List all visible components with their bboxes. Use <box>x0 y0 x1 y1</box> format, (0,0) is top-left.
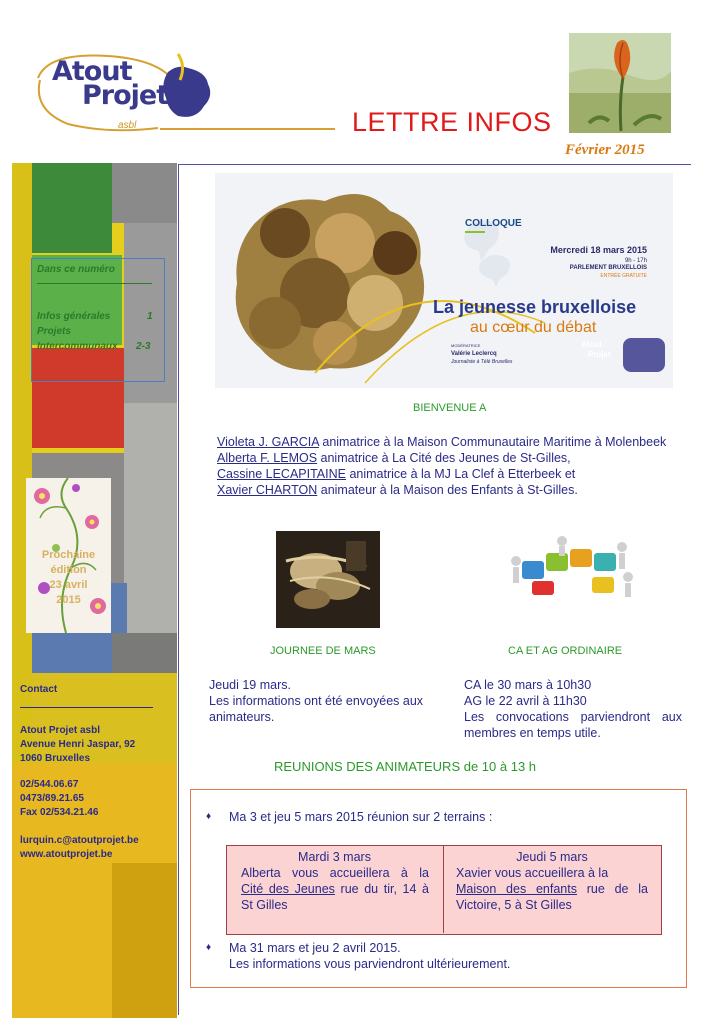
journee-line: animateurs. <box>209 710 275 724</box>
toc-item-label[interactable]: Projets <box>37 326 71 337</box>
banner-place: PARLEMENT BRUXELLOIS <box>569 265 647 271</box>
person-name: Xavier CHARTON <box>217 483 318 497</box>
reunions-heading <box>274 759 536 774</box>
banner-subtitle: au cœur du débat <box>470 319 597 336</box>
reunion-right-line3: Victoire, 5 à St Gilles <box>456 898 572 912</box>
reunion-left-line1: Alberta vous accueillera à la <box>241 866 429 880</box>
contact-org: Atout Projet asbl <box>20 725 101 736</box>
person-role: animatrice à la Maison Communautaire Maritime à Molenbeek <box>318 435 667 449</box>
header-divider <box>178 164 691 165</box>
banner-moderator-role: Journaliste à Télé Bruxelles <box>451 359 513 365</box>
diamond-bullet-icon: ♦ <box>206 942 212 953</box>
contact-mobile: 0473/89.21.65 <box>20 793 84 804</box>
newsletter-title: LETTRE INFOS <box>352 107 552 137</box>
reunion-bullet-2: Ma 31 mars et jeu 2 avril 2015. <box>229 941 401 955</box>
reunion-left-line2 <box>241 881 429 897</box>
puzzle-people-illustration <box>502 531 642 603</box>
reunion-left-address: rue du tir, 14 à <box>334 882 430 896</box>
banner-date: Mercredi 18 mars 2015 <box>550 245 647 255</box>
person-name: Alberta F. LEMOS <box>217 451 318 465</box>
person-name: Cassine LECAPITAINE <box>217 467 346 481</box>
toc-title: Dans ce numéro <box>37 264 115 275</box>
journee-line: Jeudi 19 mars. <box>209 678 291 692</box>
next-edition-date: 23 avril <box>49 579 88 591</box>
contact-title: Contact <box>20 684 58 695</box>
banner-tag: COLLOQUE <box>465 218 522 229</box>
contact-fax: Fax 02/534.21.46 <box>20 807 99 818</box>
banner-hours: 9h - 17h <box>624 258 647 264</box>
welcome-person <box>217 434 666 450</box>
toc-item-label[interactable]: Intercommunaux <box>37 341 118 352</box>
person-role: animatrice à La Cité des Jeunes de St-Gilles, <box>317 451 571 465</box>
ca-ag-heading: CA ET AG ORDINAIRE <box>508 645 623 657</box>
banner-moderator-name: Valérie Leclercq <box>451 351 497 357</box>
logo-text-projet: Projet <box>82 80 169 111</box>
reunion-left-place: Cité des Jeunes <box>241 882 335 896</box>
toc-item-label[interactable]: Infos générales <box>37 311 111 322</box>
contact-phone: 02/544.06.67 <box>20 779 79 790</box>
logo-text-atout: Atout <box>52 56 132 87</box>
reunions-heading-hours: de 10 à 13 h <box>460 759 537 774</box>
reunions-heading-text: REUNIONS DES ANIMATEURS <box>274 759 461 774</box>
ca-ag-line: CA le 30 mars à 10h30 <box>464 678 592 692</box>
toc-item-page: 2-3 <box>136 341 151 352</box>
contact-email-link[interactable]: lurquin.c@atoutprojet.be <box>20 835 139 846</box>
reunion-right-title: Jeudi 5 mars <box>516 850 588 864</box>
banner-title: La jeunesse bruxelloise <box>433 297 637 317</box>
person-role: animateur à la Maison des Enfants à St-Gilles. <box>317 483 578 497</box>
banner-tag-rule <box>465 231 485 233</box>
banner-moderator-label: MODÉRATRICE <box>451 343 481 348</box>
welcome-person <box>217 466 575 482</box>
welcome-heading: BIENVENUE A <box>413 402 487 414</box>
edition-date: Février 2015 <box>565 142 645 158</box>
reunion-left-line3: St Gilles <box>241 898 288 912</box>
banner-entry: ENTRÉE GRATUITE <box>600 273 647 279</box>
reunion-left-title: Mardi 3 mars <box>298 850 371 864</box>
reunion-right-line1: Xavier vous accueillera à la <box>456 866 609 880</box>
colloque-banner <box>215 173 673 388</box>
person-name: Violeta J. GARCIA <box>217 435 319 449</box>
hands-photo <box>276 531 380 628</box>
flower-illustration <box>569 33 671 133</box>
header-rule <box>160 128 335 130</box>
contact-website-link[interactable]: www.atoutprojet.be <box>20 849 113 860</box>
contact-rule <box>20 707 153 708</box>
next-edition-label: Prochaine <box>41 549 96 561</box>
sidebar-divider <box>178 165 179 1015</box>
ca-ag-line: Les convocations parviendront aux <box>464 710 682 724</box>
welcome-person <box>217 450 571 466</box>
reunion-right-address: rue de la <box>577 882 648 896</box>
reunion-right-place: Maison des enfants <box>456 882 577 896</box>
next-edition-year: 2015 <box>56 594 81 606</box>
toc-rule <box>37 283 152 284</box>
toc-item-page: 1 <box>147 311 153 322</box>
banner-logo-text: Projet <box>588 350 611 359</box>
ca-ag-line: membres en temps utile. <box>464 726 601 740</box>
contact-city: 1060 Bruxelles <box>20 753 91 764</box>
diamond-bullet-icon: ♦ <box>206 811 212 822</box>
reunion-bullet-2-detail: Les informations vous parviendront ultérieurement. <box>229 957 511 971</box>
journee-line: Les informations ont été envoyées aux <box>209 694 424 708</box>
reunion-right-line2 <box>456 881 648 897</box>
next-edition-label: édition <box>50 564 87 576</box>
ca-ag-line: AG le 22 avril à 11h30 <box>464 694 587 708</box>
journee-heading: JOURNEE DE MARS <box>270 645 376 657</box>
logo-text-asbl: asbl <box>118 120 137 131</box>
banner-logo-text: Atout <box>581 340 602 349</box>
reunion-bullet-1: Ma 3 et jeu 5 mars 2015 réunion sur 2 terrains : <box>229 810 493 824</box>
person-role: animatrice à la MJ La Clef à Etterbeek et <box>345 467 576 481</box>
contact-street: Avenue Henri Jaspar, 92 <box>20 739 136 750</box>
welcome-person <box>217 482 578 498</box>
